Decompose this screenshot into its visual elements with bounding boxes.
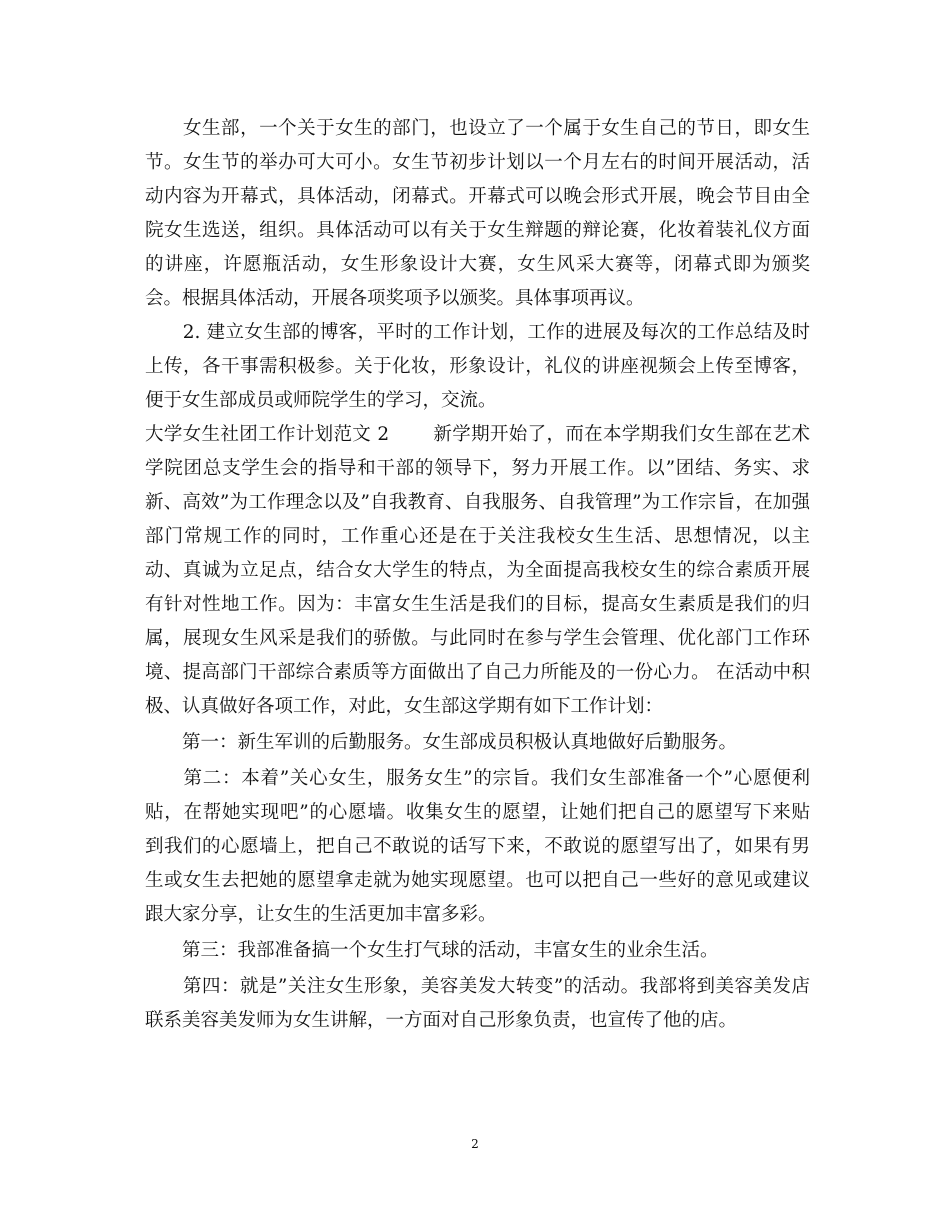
- section-heading-line: 大学女生社团工作计划范文 2 新学期开始了，而在本学期我们女生部在艺术: [145, 424, 810, 445]
- text-line: 第一：新生军训的后勤服务。女生部成员积极认真地做好后勤服务。: [145, 732, 738, 753]
- text-line: 2. 建立女生部的博客，平时的工作计划，工作的进展及每次的工作总结及时: [145, 322, 810, 343]
- text-line: 动内容为开幕式，具体活动，闭幕式。开幕式可以晚会形式开展，晚会节目由全: [145, 186, 810, 207]
- text-line: 生或女生去把她的愿望拿走就为她实现愿望。也可以把自己一些好的意见或建议: [145, 870, 810, 891]
- text-line: 联系美容美发师为女生讲解，一方面对自己形象负责，也宣传了他的店。: [145, 1010, 738, 1031]
- text-line: 部门常规工作的同时，工作重心还是在于关注我校女生生活、思想情况，以主: [145, 526, 810, 547]
- text-line: 第三：我部准备搞一个女生打气球的活动，丰富女生的业余生活。: [145, 940, 719, 961]
- text-line: 院女生选送，组织。具体活动可以有关于女生辩题的辩论赛，化妆着装礼仪方面: [145, 220, 810, 241]
- text-line: 节。女生节的举办可大可小。女生节初步计划以一个月左右的时间开展活动，活: [145, 152, 810, 173]
- text-line: 跟大家分享，让女生的生活更加丰富多彩。: [145, 904, 497, 925]
- text-line: 新、高效”为工作理念以及”自我教育、自我服务、自我管理”为工作宗旨，在加强: [145, 492, 810, 513]
- text-line: 动、真诚为立足点，结合女大学生的特点，为全面提高我校女生的综合素质开展: [145, 560, 810, 581]
- text-line: 女生部，一个关于女生的部门，也设立了一个属于女生自己的节日，即女生: [145, 118, 810, 139]
- text-line: 的讲座，许愿瓶活动，女生形象设计大赛，女生风采大赛等，闭幕式即为颁奖: [145, 254, 810, 275]
- text-line: 学院团总支学生会的指导和干部的领导下，努力开展工作。以”团结、务实、求: [145, 458, 810, 479]
- text-line: 会。根据具体活动，开展各项奖项予以颁奖。具体事项再议。: [145, 288, 645, 309]
- text-line: 有针对性地工作。因为：丰富女生生活是我们的目标，提高女生素质是我们的归: [145, 594, 810, 615]
- text-line: 便于女生部成员或师院学生的学习，交流。: [145, 390, 497, 411]
- text-line: 第四：就是”关注女生形象，美容美发大转变”的活动。我部将到美容美发店: [145, 976, 810, 997]
- text-line: 上传，各干事需积极参。关于化妆，形象设计，礼仪的讲座视频会上传至博客，: [145, 356, 810, 377]
- text-line: 境、提高部门干部综合素质等方面做出了自己力所能及的一份心力。 在活动中积: [145, 662, 810, 683]
- text-line: 第二：本着”关心女生，服务女生”的宗旨。我们女生部准备一个”心愿便利: [145, 768, 810, 789]
- text-line: 属，展现女生风采是我们的骄傲。与此同时在参与学生会管理、优化部门工作环: [145, 628, 810, 649]
- text-line: 贴，在帮她实现吧”的心愿墙。收集女生的愿望，让她们把自己的愿望写下来贴: [145, 802, 810, 823]
- page-number: 2: [471, 1137, 479, 1151]
- text-line: 极、认真做好各项工作，对此，女生部这学期有如下工作计划：: [145, 696, 664, 717]
- text-line: 到我们的心愿墙上，把自己不敢说的话写下来，不敢说的愿望写出了，如果有男: [145, 836, 810, 857]
